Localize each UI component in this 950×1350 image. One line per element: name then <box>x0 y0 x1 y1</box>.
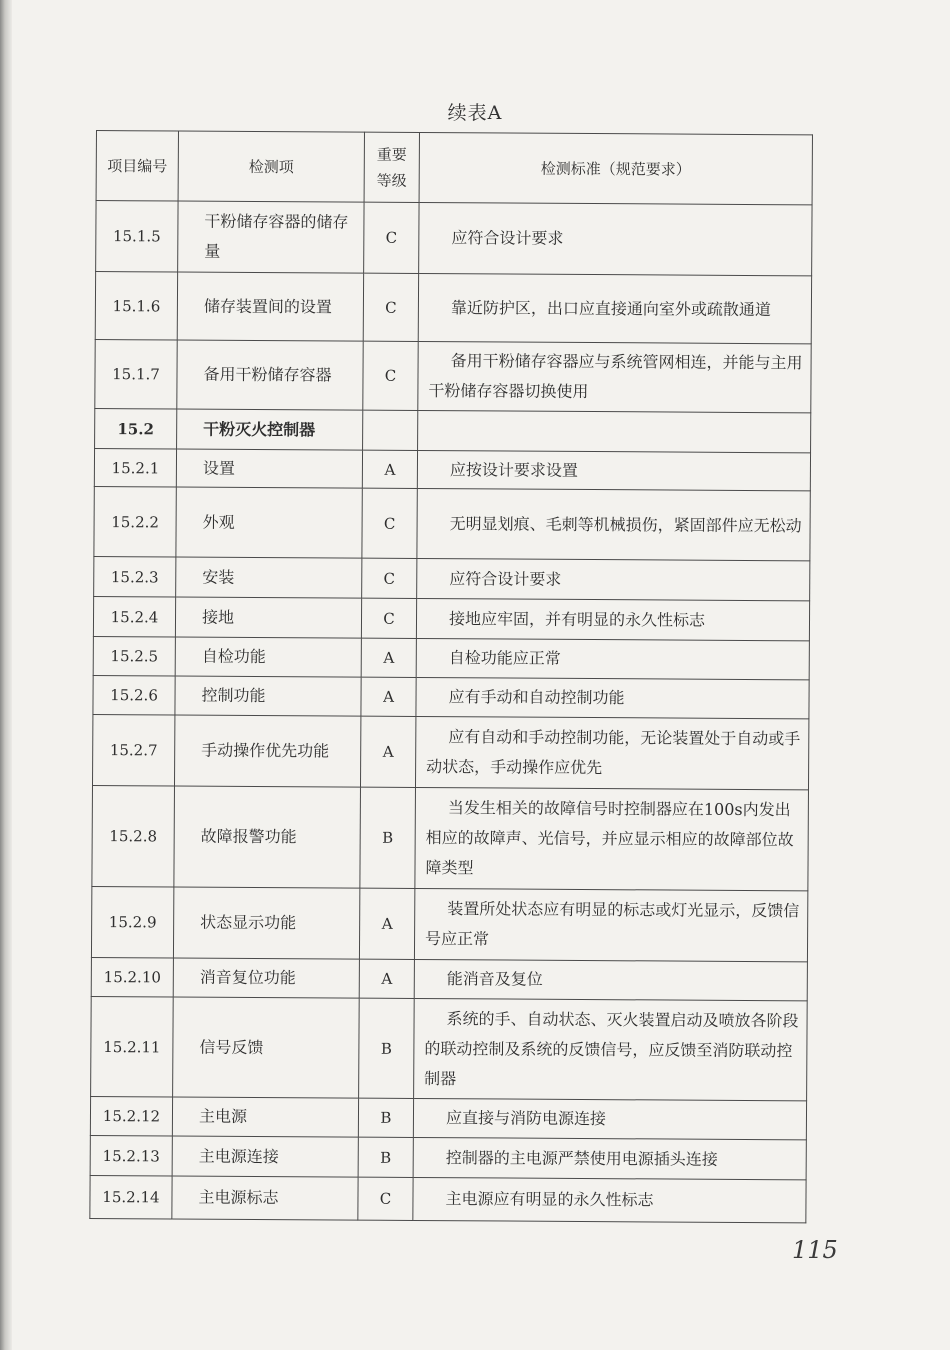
row-standard: 靠近防护区，出口应直接通向室外或疏散通道 <box>418 273 811 343</box>
table-row <box>94 448 810 490</box>
row-item: 备用干粉储存容器 <box>177 340 363 410</box>
row-code: 15.2.9 <box>91 886 173 957</box>
row-standard: 应按设计要求设置 <box>417 450 810 490</box>
row-standard: 当发生相关的故障信号时控制器应在100s内发出相应的故障声、光信号，并应显示相应的故障部位故障类型 <box>415 787 809 890</box>
row-standard: 能消音及复位 <box>414 959 807 1000</box>
row-grade: B <box>358 1137 413 1177</box>
row-item: 外观 <box>176 487 362 558</box>
table-row <box>90 1175 806 1222</box>
table-row <box>93 636 809 679</box>
row-standard: 自检功能应正常 <box>416 638 809 679</box>
row-code: 15.2.3 <box>94 556 176 597</box>
row-item: 接地 <box>175 597 361 638</box>
row-grade: C <box>362 558 417 598</box>
row-item: 自检功能 <box>175 637 361 677</box>
table-row <box>91 957 807 1000</box>
section-title: 干粉灭火控制器 <box>177 409 363 450</box>
row-code: 15.2.2 <box>94 486 176 556</box>
row-grade: C <box>358 1177 413 1220</box>
row-standard <box>418 410 811 452</box>
header-item: 检测项 <box>178 131 364 202</box>
row-standard: 接地应牢固，并有明显的永久性标志 <box>416 598 809 640</box>
inspection-table <box>89 130 813 1223</box>
row-standard: 无明显划痕、毛刺等机械损伤，紧固部件应无松动 <box>417 488 810 560</box>
row-item: 主电源 <box>172 1097 358 1137</box>
row-code: 15.1.6 <box>95 272 177 340</box>
row-grade: A <box>359 888 414 959</box>
table-row <box>93 675 809 718</box>
row-item: 主电源标志 <box>172 1176 358 1220</box>
row-item: 设置 <box>176 449 362 488</box>
table-caption: 续表A <box>447 102 503 124</box>
row-grade <box>363 410 418 450</box>
table-row <box>90 1096 806 1139</box>
table-row <box>92 785 809 890</box>
row-item: 手动操作优先功能 <box>174 715 360 787</box>
page-binding-edge <box>0 0 12 1350</box>
row-standard: 系统的手、自动状态、灭火装置启动及喷放各阶段的联动控制及系统的反馈信号，应反馈至消防联动控制器 <box>414 998 808 1100</box>
header-grade: 重要等级 <box>364 132 419 202</box>
row-grade: C <box>362 488 417 558</box>
row-item: 信号反馈 <box>173 997 360 1098</box>
page-number: 115 <box>792 1236 838 1264</box>
row-item: 安装 <box>176 557 362 598</box>
row-grade: C <box>363 273 418 341</box>
row-grade: C <box>361 598 416 638</box>
row-standard: 应有手动和自动控制功能 <box>416 677 809 718</box>
row-item: 状态显示功能 <box>173 887 359 959</box>
row-code: 15.2.7 <box>92 714 174 785</box>
table-header-row <box>96 131 812 205</box>
table-row <box>96 201 812 276</box>
row-standard: 控制器的主电源严禁使用电源插头连接 <box>413 1137 806 1179</box>
row-standard: 主电源应有明显的永久性标志 <box>413 1177 806 1222</box>
row-item: 主电源连接 <box>172 1136 358 1177</box>
row-item: 储存装置间的设置 <box>177 272 363 341</box>
row-standard: 应符合设计要求 <box>419 202 812 275</box>
row-standard: 应直接与消防电源连接 <box>413 1098 806 1139</box>
row-standard: 装置所处状态应有明显的标志或灯光显示，反馈信号应正常 <box>414 888 807 961</box>
row-grade: C <box>363 341 418 410</box>
table-section-row <box>95 408 811 452</box>
row-code: 15.2.6 <box>93 675 175 715</box>
row-grade: B <box>360 787 416 888</box>
table-row <box>91 886 807 961</box>
row-item: 故障报警功能 <box>174 786 361 888</box>
table-row <box>90 1135 806 1179</box>
row-code: 15.2.13 <box>90 1135 172 1176</box>
row-grade: B <box>358 1098 413 1137</box>
row-code: 15.2.10 <box>91 957 173 997</box>
row-code: 15.2.8 <box>92 785 175 886</box>
table-row <box>94 556 810 600</box>
row-code: 15.2.11 <box>91 996 174 1096</box>
row-grade: B <box>359 998 415 1098</box>
row-code: 15.2.12 <box>90 1096 172 1136</box>
row-code: 15.2.4 <box>93 596 175 637</box>
row-code: 15.2.14 <box>90 1175 172 1219</box>
row-code: 15.2.5 <box>93 636 175 676</box>
row-item: 控制功能 <box>175 676 361 716</box>
row-grade: A <box>361 638 416 677</box>
row-item: 干粉储存容器的储存量 <box>178 201 364 273</box>
row-grade: A <box>362 450 417 488</box>
header-code: 项目编号 <box>96 131 178 201</box>
row-code: 15.1.7 <box>95 339 177 408</box>
row-grade: A <box>360 716 415 787</box>
table-row <box>95 272 811 344</box>
row-standard: 备用干粉储存容器应与系统管网相连，并能与主用干粉储存容器切换使用 <box>418 341 811 412</box>
row-standard: 应有自动和手动控制功能，无论装置处于自动或手动状态，手动操作应优先 <box>415 716 808 789</box>
table-row <box>93 596 809 640</box>
table-row <box>92 714 808 789</box>
row-grade: C <box>364 202 419 273</box>
table-row <box>91 996 808 1100</box>
row-standard: 应符合设计要求 <box>417 558 810 600</box>
row-code: 15.1.5 <box>96 201 178 272</box>
section-code: 15.2 <box>95 408 177 449</box>
header-standard: 检测标准（规范要求） <box>419 132 812 204</box>
row-item: 消音复位功能 <box>173 958 359 998</box>
table-row <box>95 339 811 412</box>
row-code: 15.2.1 <box>94 448 176 487</box>
row-grade: A <box>359 959 414 998</box>
row-grade: A <box>361 677 416 716</box>
table-row <box>94 486 810 560</box>
